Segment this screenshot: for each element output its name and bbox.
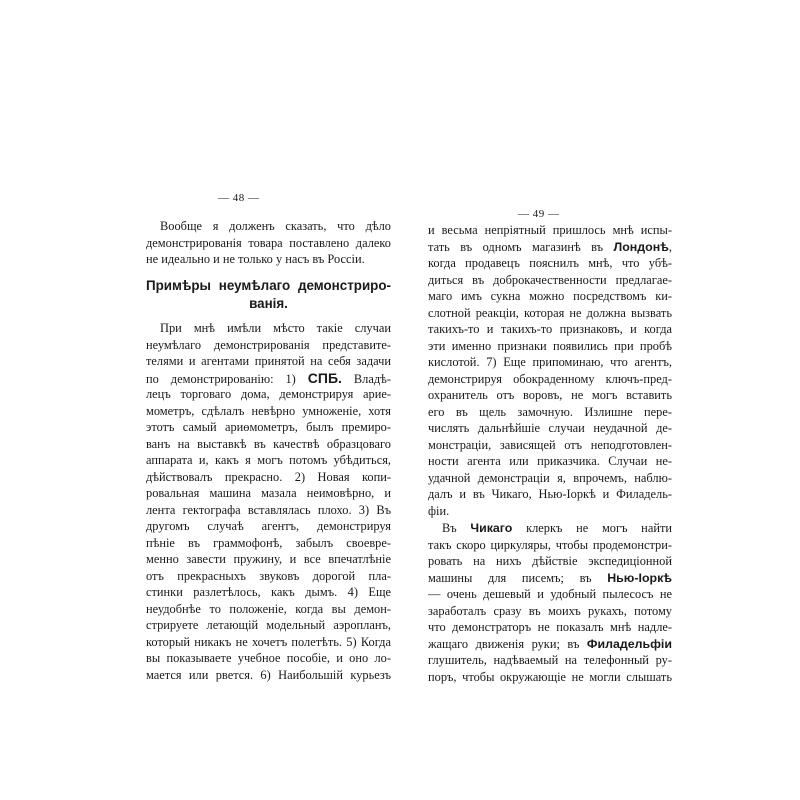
page-number: — 48 — [218,192,260,204]
text-line: мометръ, сдѣлалъ невѣрно умноженіе, хотя [146,403,391,418]
text-line: такъ скоро циркуляры, чтобы продемонстри- [428,537,672,552]
text-line [428,636,672,653]
text-line: его въ щель замочную. Излишне пере- [428,404,672,419]
text-line: заработалъ сразу въ моихъ рукахъ, потому [428,603,672,618]
body-paragraph [428,222,672,519]
body-paragraph [428,520,672,685]
text-line [428,239,672,256]
text-line: ванъ на выставкѣ въ качествѣ образцоваго [146,436,391,451]
text-line: который никакъ не хочетъ полетѣть. 5) Когда [146,634,391,649]
text-line: фіи. [428,503,450,518]
text-run: тать въ одномъ магазинѣ въ [428,239,614,254]
text-line: ровальная машина мазала неимовѣрно, и [146,486,391,500]
text-line: охранитель отъ воровъ, не могъ вставить [428,388,672,402]
text-line [428,570,672,587]
city-name: СПБ. [307,369,342,386]
text-line: эти именно признаки появились при пробѣ [428,338,672,353]
text-line: когда продавецъ пояснилъ мнѣ, что убѣ- [428,256,672,270]
text-line: мается или рвется. 6) Наибольшій курьезъ [146,667,391,682]
text-line: другомъ случаѣ агентъ, демонстрируя [146,519,391,533]
heading-line: Примѣры неумѣлаго демонстриро- [146,278,391,293]
text-line [146,370,391,387]
text-line: — очень дешевый и удобный пылесосъ не [428,587,672,601]
text-line: что демонстраторъ не показалъ мнѣ надле- [428,620,672,634]
city-name: Нью-Іоркѣ [607,570,672,585]
body-paragraph [146,320,391,683]
text-line: телями и агентами принятой на себя задачи [146,354,391,368]
text-line: поръ, чтобы окружающіе не могли слышать [428,669,672,684]
page-number: — 49 — [518,208,560,220]
intro-paragraph [146,218,391,268]
text-line: ровать на нихъ дѣйствіе экспедиціонной [428,554,672,568]
text-line: удачной демонстраціи я, впрочемъ, наблю- [428,470,672,485]
text-line: стинки разлетѣлось, какъ дымъ. 4) Еще [146,585,391,599]
text-line: дѣйствовалъ прекрасно. 2) Новая копи- [146,469,391,484]
text-run: Владѣ- [341,371,391,386]
text-run: машины для писемъ; въ [428,570,608,585]
text-line: числять дальнѣйшіе случаи неудачной де- [428,421,672,435]
text-line: лента гектографа вставлялась плохо. 3) Въ [146,502,391,517]
heading-line: ванія. [249,295,288,311]
text-line: ности агента или приказчика. Случаи не- [428,454,672,468]
text-line: отъ прекрасныхъ звуковъ дорогой пла- [146,568,391,583]
text-line: монстраціи, зависящей отъ неподготовлен- [428,437,672,452]
text-line: кислотой. 7) Еще припоминаю, что агентъ, [428,355,672,369]
text-line: неумѣлаго демонстрированія представите- [146,337,391,352]
city-name: Филадельфіи [586,636,672,651]
text-line: При мнѣ имѣли мѣсто такіе случаи [160,321,391,335]
right-page [400,0,800,800]
text-run: Въ [442,521,471,535]
text-line: глушитель, надѣваемый на телефонный ру- [428,653,672,667]
text-line [428,520,672,537]
text-line: демонстрированія товара поставлено далеко [146,235,391,250]
text-line: аппарата и, какъ я могъ потомъ убѣдиться, [146,453,391,467]
text-run: клеркъ не могъ найти [512,521,672,535]
text-run: по демонстрированію: 1) [146,371,308,386]
text-line: менно завести пружину, и все впечатлѣніе [146,552,391,566]
text-line: Вообще я долженъ сказать, что дѣло [160,219,391,233]
text-line: пѣніе въ граммофонѣ, забылъ своевре- [146,535,391,550]
text-line: далъ и въ Чикаго, Нью-Іоркѣ и Филадель- [428,487,672,501]
text-line: этотъ самый ариөмометръ, былъ премиро- [146,420,391,434]
text-line: не идеально и не только у насъ въ Россіи. [146,252,365,266]
text-run: жащаго движенія руки; въ [428,636,587,651]
text-line: лецъ торговаго дома, демонстрируя арие- [146,387,391,401]
city-name: Лондонѣ [613,239,669,254]
city-name: Чикаго [470,521,513,535]
text-run: , [668,239,672,254]
text-line: демонстрируя обокраденному ключъ-пред- [428,371,672,386]
text-line: стрируете летающій модельный аэропланъ, [146,618,391,632]
text-line: диться въ доброкачественности предлагае- [428,272,672,287]
text-line: и весьма непріятный пришлось мнѣ испы- [428,223,672,237]
text-line: маго имъ сукна можно посредствомъ ки- [428,289,672,303]
text-line: вы показываете учебное пособіе, и оно ло- [146,651,391,665]
text-line: слотной реакціи, которая не должна вызвать [428,305,672,320]
text-line: неудобнѣе то положеніе, когда вы демон- [146,601,391,616]
text-line: такихъ-то и такихъ-то признаковъ, и когда [428,322,672,336]
section-heading [146,277,391,312]
